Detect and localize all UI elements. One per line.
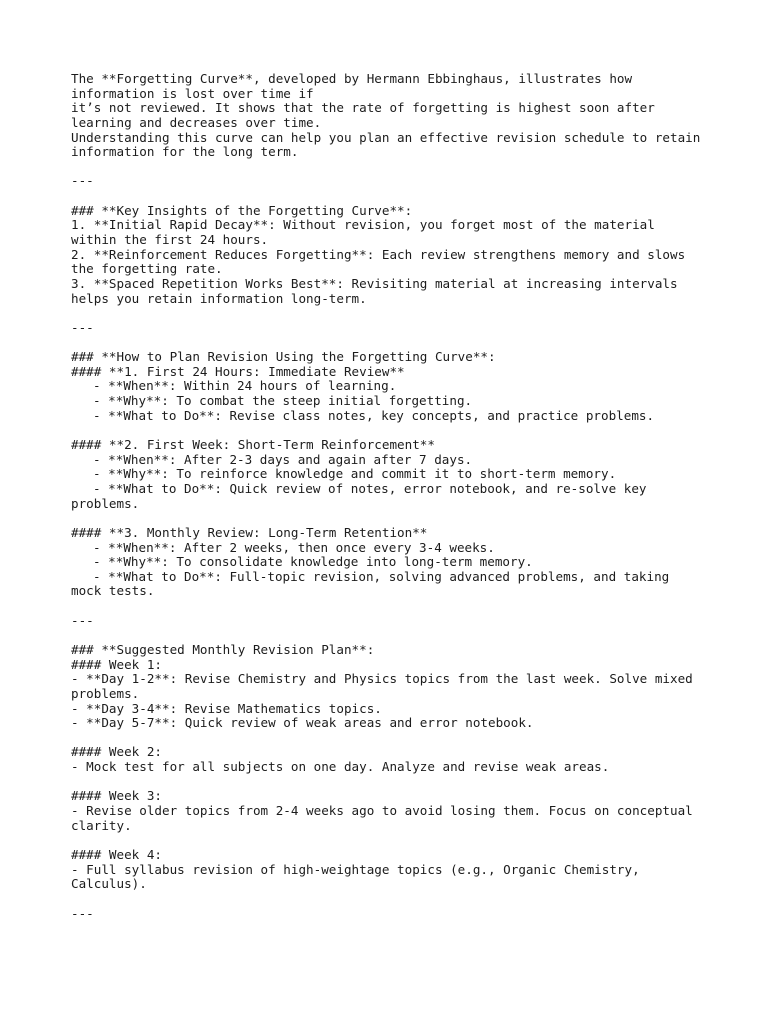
document-line: - **When**: Within 24 hours of learning. <box>93 379 397 394</box>
document-line: ### **Suggested Monthly Revision Plan**: <box>71 642 375 657</box>
document-line: problems. <box>71 496 140 511</box>
document-line: The **Forgetting Curve**, developed by Hermann Ebbinghaus, illustrates how <box>71 72 633 86</box>
document-line: #### **2. First Week: Short-Term Reinforcement** <box>71 438 435 453</box>
document-line: Understanding this curve can help you plan an effective revision schedule to retain <box>71 130 701 145</box>
document-line: #### Week 1: <box>71 657 162 672</box>
horizontal-rule-text: --- <box>71 613 94 628</box>
document-line: - **Day 1-2**: Revise Chemistry and Physics topics from the last week. Solve mixed <box>71 672 693 687</box>
document-line: learning and decreases over time. <box>71 115 322 130</box>
document-body <box>71 72 731 921</box>
document-line: clarity. <box>71 818 132 833</box>
document-line: #### **3. Monthly Review: Long-Term Retention** <box>71 525 428 540</box>
document-line: #### Week 4: <box>71 847 162 862</box>
document-line: 3. **Spaced Repetition Works Best**: Revisiting material at increasing intervals <box>71 276 678 291</box>
blank-line <box>71 775 731 790</box>
blank-line <box>71 160 731 175</box>
document-line: Calculus). <box>71 877 147 892</box>
document-line: - **Why**: To reinforce knowledge and commit it to short-term memory. <box>93 467 617 482</box>
document-line: - Revise older topics from 2-4 weeks ago to avoid losing them. Focus on conceptual <box>71 804 693 819</box>
document-line: 2. **Reinforcement Reduces Forgetting**: Each review strengthens memory and slows <box>71 247 686 262</box>
document-line: 1. **Initial Rapid Decay**: Without revision, you forget most of the material <box>71 218 655 233</box>
horizontal-rule-text: --- <box>71 174 94 189</box>
document-line: it’s not reviewed. It shows that the rate of forgetting is highest soon after <box>71 101 655 116</box>
blank-line <box>71 731 731 746</box>
document-line: the forgetting rate. <box>71 262 223 277</box>
document-line: - **What to Do**: Quick review of notes, error notebook, and re-solve key <box>93 481 647 496</box>
blank-line <box>71 892 731 907</box>
document-line: information is lost over time if <box>71 86 314 101</box>
document-line: - **When**: After 2 weeks, then once every 3-4 weeks. <box>93 540 495 555</box>
blank-line <box>71 628 731 643</box>
blank-line <box>71 189 731 204</box>
document-line: within the first 24 hours. <box>71 233 269 248</box>
document-line: ### **How to Plan Revision Using the Forgetting Curve**: <box>71 350 496 365</box>
document-line: - **When**: After 2-3 days and again after 7 days. <box>93 452 473 467</box>
document-line: - Full syllabus revision of high-weightage topics (e.g., Organic Chemistry, <box>71 862 640 877</box>
document-line: problems. <box>71 686 140 701</box>
document-line: - **What to Do**: Full-topic revision, solving advanced problems, and taking <box>93 569 670 584</box>
document-line: - **Day 3-4**: Revise Mathematics topics. <box>71 701 382 716</box>
document-line: ### **Key Insights of the Forgetting Curve**: <box>71 203 413 218</box>
document-line: - **What to Do**: Revise class notes, key concepts, and practice problems. <box>93 408 655 423</box>
blank-line <box>71 833 731 848</box>
document-line: - **Day 5-7**: Quick review of weak areas and error notebook. <box>71 716 534 731</box>
blank-line <box>71 599 731 614</box>
horizontal-rule-text: --- <box>71 906 94 921</box>
blank-line <box>71 306 731 321</box>
document-line: mock tests. <box>71 584 155 599</box>
blank-line <box>71 511 731 526</box>
document-line: #### Week 2: <box>71 745 162 760</box>
document-line: - **Why**: To combat the steep initial forgetting. <box>93 394 473 409</box>
document-line: #### **1. First 24 Hours: Immediate Review** <box>71 364 405 379</box>
document-line: information for the long term. <box>71 145 299 160</box>
blank-line <box>71 423 731 438</box>
blank-line <box>71 336 731 351</box>
document-line: - **Why**: To consolidate knowledge into long-term memory. <box>93 555 533 570</box>
document-line: helps you retain information long-term. <box>71 291 367 306</box>
horizontal-rule-text: --- <box>71 320 94 335</box>
document-line: #### Week 3: <box>71 789 162 804</box>
document-line: - Mock test for all subjects on one day. Analyze and revise weak areas. <box>71 760 610 775</box>
